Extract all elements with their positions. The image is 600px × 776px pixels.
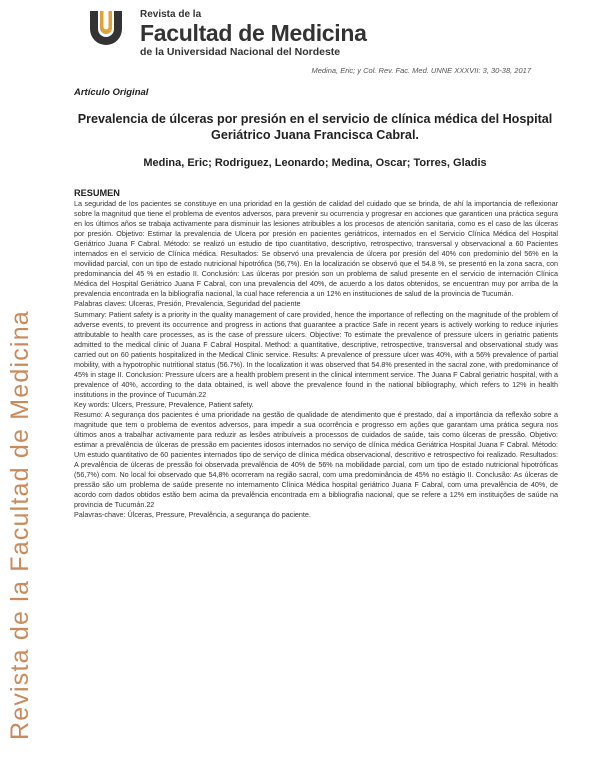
resumo-portuguese: Resumo: A segurança dos pacientes é uma prioridade na gestão de qualidade de atendimento que é prestado, daí a importância da reflexão sobre a magnitude que tem o problema de eventos adversos, para impedir a sua ocorrência e progresso em ações que garantam uma prática segura nos últimos anos a trabalhar activamente para reduzir as lesões atribuíveis a processos de cuidados de saúde, tais como úlceras de pressão. Objetivo: estimar a prevalência de úlceras de pressão em pacientes idosos internados no serviço de clínica médica Geriátrica Hospital Juana F Cabral. Método: Um estudo quantitativo de 60 pacientes internados tipo de serviço de clínica médica observacional, descritivo e retrospectivo foi realizado. Resultados: A prevalência de úlceras de pressão foi observada prevalência de 40% de 56% na mobilidade parcial, com um tipo de estado nutricional hipotróficas (56,7%) com. No local foi observado que 54,8% ocorreram na região sacral, com uma predominância de 45% no estágio II. Conclusão: As úlceras de pressão são um problema de saúde presente no internamento Clínica Médica hospital geriátrico Juana F Cabral, com uma prevalência de 40%, de acordo com dados obtidos estão bem acima da prevalência encontrada em a bibliografia nacional, que se refere a 12% em instituições de saúde na provincia de Tucumán.22 [74, 409, 558, 510]
article-title: Prevalencia de úlceras por presión en el servicio de clínica médica del Hospital Geriátrico Juana Francisca Cabral. [77, 112, 553, 142]
journal-line-1: Revista de la [140, 9, 202, 20]
summary-english: Summary: Patient safety is a priority in the quality management of care provided, hence the importance of reflecting on the magnitude of the problem of adverse events, to prevent its occurrence and progress in actions that guarantee a practice Safe in recent years is actively working to reduce injuries attributable to health care processes, as is the case of pressure ulcers. Objective: To estimate the prevalence of pressure ulcers in geriatric patients admitted to the medical clinic of Juana F Cabral Hospital. Method: a quantitative, descriptive, retrospective, transversal and observational study was carried out on 60 patients hospitalized in the Medical Clinic service. Results: A prevalence of pressure ulcer was 40%, with a 56% prevalence of partial mobility, with a hypotrophic nutritional status (56.7%). In the localization it was observed that 54.8% presented in the sacral zone, with predominance of 45% in stage II. Conclusion: Pressure ulcers are a health problem present in the clinical internment service. The Juana F Cabral geriatric hospital, with a prevalence of 40%, according to the data obtained, is well above the prevalence found in the national bibliography, which refers to 12% in health institutions in the province of Tucumán.22 [74, 309, 558, 399]
article-type: Artículo Original [74, 87, 149, 98]
palabras-claves: Palabras claves: Ulceras, Presión, Prevalencia, Seguridad del paciente [74, 299, 301, 309]
authors: Medina, Eric; Rodriguez, Leonardo; Medina, Oscar; Torres, Gladis [143, 157, 487, 169]
resumen-spanish: La seguridad de los pacientes se constituye en una prioridad en la gestión de calidad del cuidado que se brinda, de ahí la importancia de reflexionar sobre la magnitud que tiene el problema de eventos adversos, para prevenir su ocurrencia y progresar en acciones que garanticen una práctica segura en los últimos años se trabaja activamente para disminuir las lesiones atribuibles a los procesos de atención sanitaria, como es el caso de las úlceras por presión. Objetivo: Estimar la prevalencia de Ulcera por presión en pacientes geriátricos, internados en el Servicio Clínica Médica del Hospital Geriátrico Juana F Cabral. Método: se realizó un estudio de tipo cuantitativo, descriptivo, retrospectivo, transversal y observacional a 60 Pacientes internados en el servicio de Clínica médica. Resultados: Se observó una prevalencia de úlcera por presión del 40% con predominio del 56% en la movilidad parcial, con un tipo de estado nutricional hipotrófica (56,7%). En la localización se observó que el 54.8 %, se presentó en la zona sacra, con predominancia del 45 % en estadio II. Conclusión: Las úlceras por presión son un problema de salud presente en el servicio de internación Clínica Médica del Hospital Geriátrico Juana F Cabral, con una prevalencia del 40%, de acuerdo a los datos obtenidos, se encuentran muy por arriba de la prevalencia encontrada en la bibliografía nacional, la cual hace referencia a un 12% en instituciones de salud de la provincia de Tucumán. [74, 199, 558, 299]
citation: Medina, Eric; y Col. Rev. Fac. Med. UNNE XXXVII: 3, 30-38, 2017 [311, 66, 531, 75]
journal-masthead [140, 9, 367, 58]
vertical-journal-name: Revista de la Facultad de Medicina [6, 310, 34, 740]
key-words: Key words: Ulcers, Pressure, Prevalence, Patient safety. [74, 399, 254, 409]
palavras-chave: Palavras-chave: Úlceras, Pressure, Prevalência, a segurança do paciente. [74, 510, 311, 520]
journal-line-3: de la Universidad Nacional del Nordeste [140, 46, 341, 58]
abstract-body [74, 199, 558, 521]
university-logo-icon [84, 7, 128, 51]
resumen-heading: RESUMEN [74, 188, 120, 198]
journal-line-2: Facultad de Medicina [140, 20, 367, 46]
